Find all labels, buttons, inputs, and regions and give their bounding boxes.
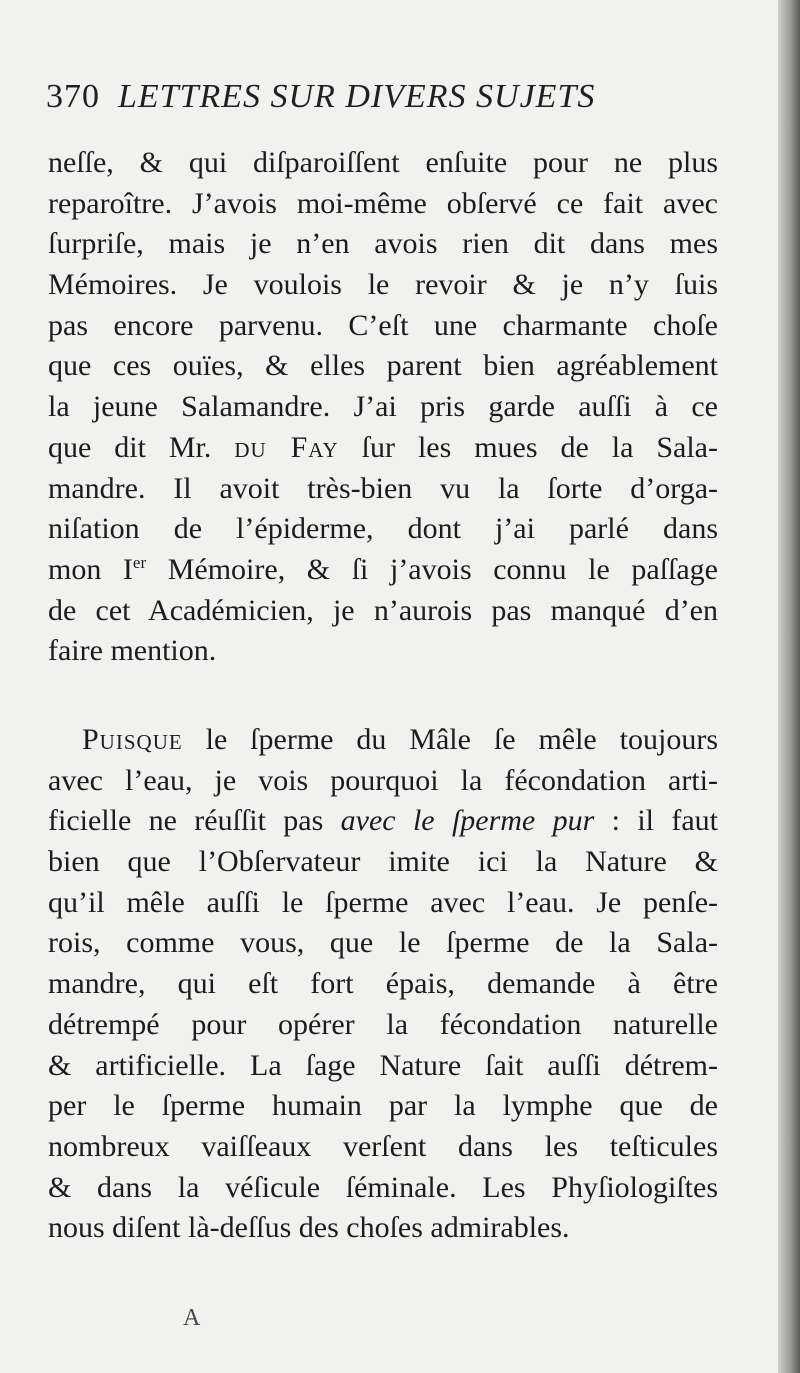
text-line: détrempé pour opérer la fécondation naturelle <box>48 1007 718 1041</box>
ordinal-superscript: er <box>132 552 147 572</box>
running-header <box>46 78 706 126</box>
text-line: Mémoires. Je voulois le revoir & je n’y ſuis <box>48 268 718 302</box>
text-line: bien que l’Obſervateur imite ici la Nature & <box>48 845 718 879</box>
text-run: mon I <box>48 552 133 586</box>
text-line <box>48 801 718 842</box>
page-number: 370 <box>46 78 100 115</box>
italic-phrase: avec le ſperme pur <box>340 804 595 838</box>
text-line: & dans la véſicule ſéminale. Les Phyſiologiſtes <box>48 1170 718 1204</box>
text-line: faire mention. <box>48 634 217 668</box>
text-line: rois, comme vous, que le ſperme de la Sala- <box>48 926 718 960</box>
text-line: nombreux vaiſſeaux verſent dans les teſticules <box>48 1129 718 1163</box>
text-run: ſur les mues de la Sala- <box>338 430 718 464</box>
text-run: : il faut <box>594 804 718 838</box>
text-line: la jeune Salamandre. J’ai pris garde auſſi à ce <box>48 390 718 424</box>
text-line <box>48 550 718 591</box>
text-line: mandre. Il avoit très-bien vu la ſorte d’orga- <box>48 471 718 505</box>
paragraph-2 <box>48 720 718 1249</box>
text-run: Mémoire, & ſi j’avois connu le paſſage <box>146 552 718 586</box>
text-line: & artificielle. La ſage Nature ſait auſſi détrem- <box>48 1048 718 1082</box>
paragraph-1 <box>48 143 718 672</box>
text-line: de cet Académicien, je n’aurois pas manqué d’en <box>48 593 718 627</box>
binding-edge <box>778 0 800 1373</box>
text-line: mandre, qui eſt fort épais, demande à être <box>48 967 718 1001</box>
text-line: pas encore parvenu. C’eſt une charmante choſe <box>48 308 718 342</box>
text-line: per le ſperme humain par la lymphe que de <box>48 1089 718 1123</box>
text-line: qu’il mêle auſſi le ſperme avec l’eau. Je penſe- <box>48 885 718 919</box>
text-line: ſurpriſe, mais je n’en avois rien dit dans mes <box>48 227 718 261</box>
running-title: LETTRES SUR DIVERS SUJETS <box>118 78 596 115</box>
text-line: que ces ouïes, & elles parent bien agréablement <box>48 349 718 383</box>
text-run: le ſperme du Mâle ſe mêle toujours <box>182 723 718 756</box>
text-line: niſation de l’épiderme, dont j’ai parlé dans <box>48 512 718 546</box>
text-line <box>48 428 718 469</box>
text-run: que dit Mr. <box>48 430 235 464</box>
text-line: reparoître. J’avois moi-même obſervé ce fait avec <box>48 186 718 220</box>
text-line: avec l’eau, je vois pourquoi la fécondation arti- <box>48 763 718 797</box>
text-line: neſſe, & qui diſparoiſſent enſuite pour ne plus <box>48 146 718 179</box>
lead-word: Puisque <box>82 723 183 756</box>
text-run: ficielle ne réuſſit pas <box>48 804 341 838</box>
author-name: du Fay <box>234 430 339 464</box>
signature-mark: A <box>183 1305 203 1331</box>
text-line <box>48 720 718 761</box>
text-line: nous diſent là-deſſus des choſes admirables. <box>48 1211 570 1245</box>
